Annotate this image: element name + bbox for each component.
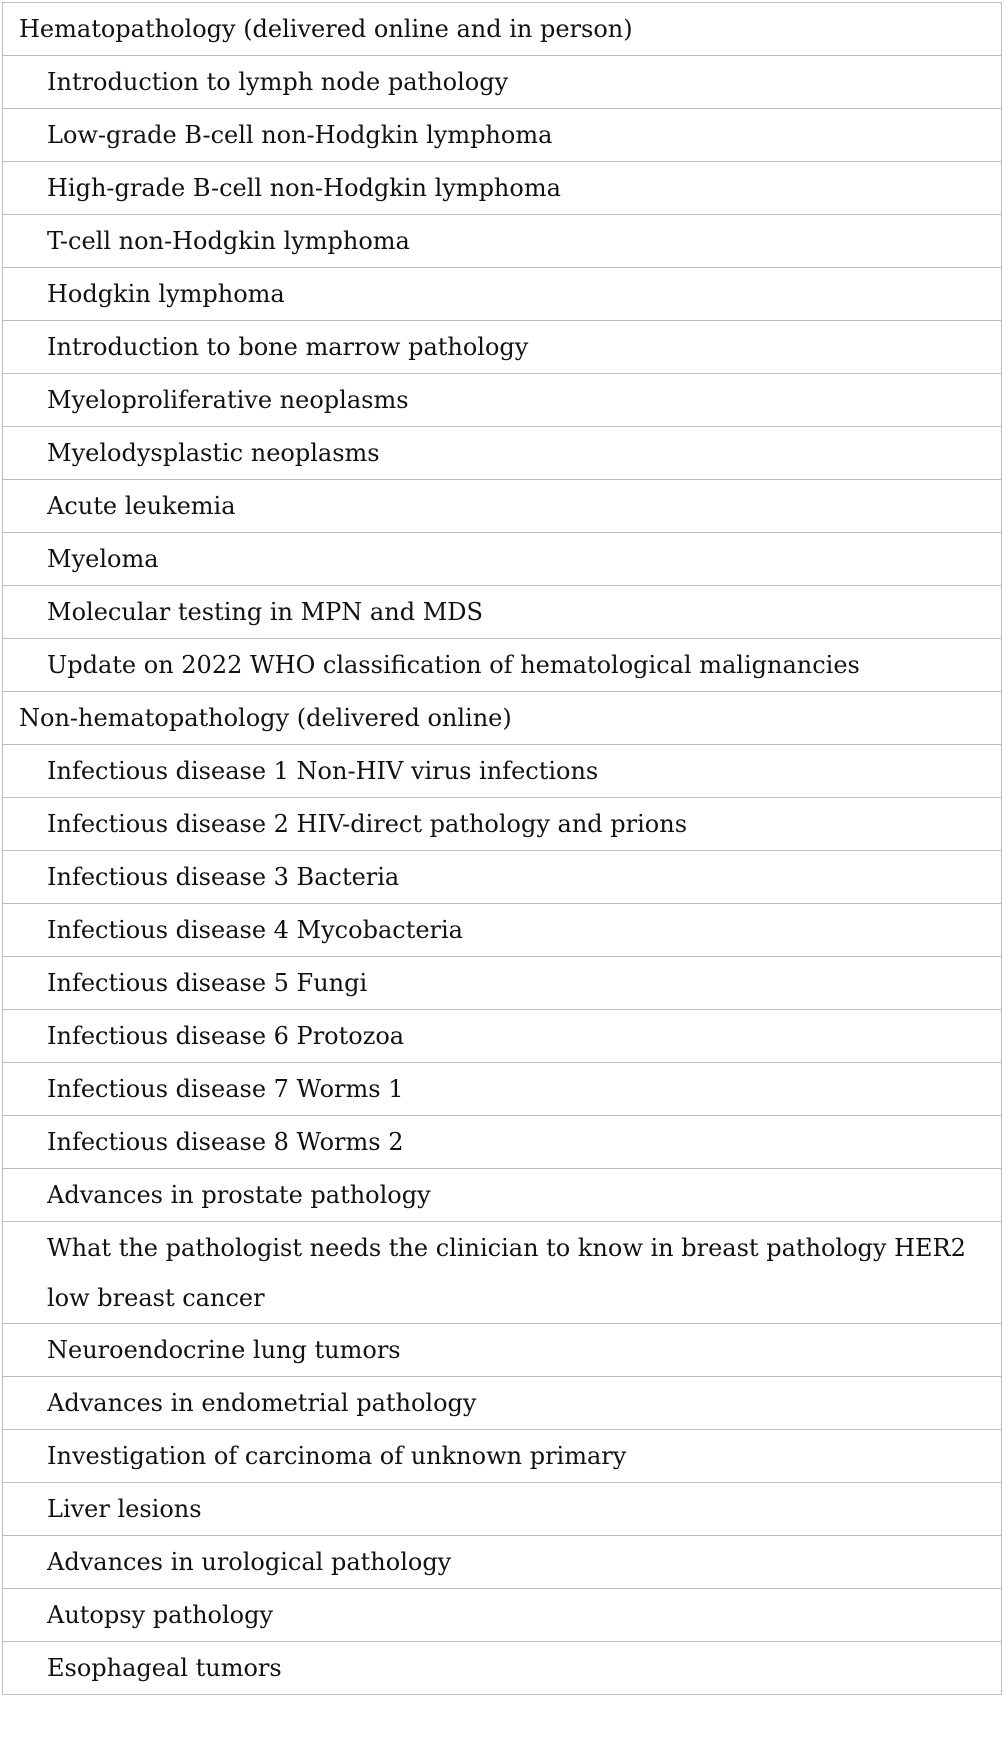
topic-row (3, 1010, 1002, 1063)
topic-row (3, 1324, 1002, 1377)
topic-row (3, 798, 1002, 851)
topic-row (3, 904, 1002, 957)
topic-row (3, 745, 1002, 798)
topic-row (3, 480, 1002, 533)
topic-row (3, 321, 1002, 374)
topic-title: High-grade B-cell non-Hodgkin lymphoma (3, 162, 1002, 215)
topic-title: Myeloma (3, 533, 1002, 586)
topic-title: T-cell non-Hodgkin lymphoma (3, 215, 1002, 268)
topic-row (3, 374, 1002, 427)
section-title: Non-hematopathology (delivered online) (3, 692, 1002, 745)
section-row (3, 692, 1002, 745)
topic-row (3, 1116, 1002, 1169)
topic-row (3, 1169, 1002, 1222)
topic-row (3, 586, 1002, 639)
topic-title: Infectious disease 5 Fungi (3, 957, 1002, 1010)
topic-title: Investigation of carcinoma of unknown primary (3, 1430, 1002, 1483)
topic-title: Introduction to bone marrow pathology (3, 321, 1002, 374)
topic-title: Liver lesions (3, 1483, 1002, 1536)
topic-title: Hodgkin lymphoma (3, 268, 1002, 321)
topic-row (3, 1063, 1002, 1116)
topic-row (3, 56, 1002, 109)
topics-table-body (3, 3, 1002, 1695)
topic-row (3, 1536, 1002, 1589)
section-title: Hematopathology (delivered online and in person) (3, 3, 1002, 56)
topic-row (3, 533, 1002, 586)
topic-row (3, 1430, 1002, 1483)
topic-row (3, 1642, 1002, 1695)
topic-row (3, 957, 1002, 1010)
topic-row (3, 851, 1002, 904)
topic-row (3, 1589, 1002, 1642)
topic-row (3, 109, 1002, 162)
topic-title: Molecular testing in MPN and MDS (3, 586, 1002, 639)
topic-row (3, 215, 1002, 268)
topic-title: Low-grade B-cell non-Hodgkin lymphoma (3, 109, 1002, 162)
topic-row (3, 639, 1002, 692)
topic-title: Infectious disease 3 Bacteria (3, 851, 1002, 904)
topic-title: Update on 2022 WHO classification of hematological malignancies (3, 639, 1002, 692)
topic-title: Infectious disease 4 Mycobacteria (3, 904, 1002, 957)
topic-row (3, 1222, 1002, 1324)
topics-table (2, 2, 1002, 1695)
topic-row (3, 427, 1002, 480)
topic-title: Myeloproliferative neoplasms (3, 374, 1002, 427)
topic-title: Infectious disease 1 Non-HIV virus infections (3, 745, 1002, 798)
topic-title: Advances in endometrial pathology (3, 1377, 1002, 1430)
section-row (3, 3, 1002, 56)
topic-row (3, 1377, 1002, 1430)
topic-title: Infectious disease 2 HIV-direct pathology and prions (3, 798, 1002, 851)
topic-title: Infectious disease 7 Worms 1 (3, 1063, 1002, 1116)
topic-title: Myelodysplastic neoplasms (3, 427, 1002, 480)
topic-title: Neuroendocrine lung tumors (3, 1324, 1002, 1377)
topic-row (3, 268, 1002, 321)
topic-title: Introduction to lymph node pathology (3, 56, 1002, 109)
topic-title: Esophageal tumors (3, 1642, 1002, 1695)
topic-title: Advances in urological pathology (3, 1536, 1002, 1589)
topic-title: Autopsy pathology (3, 1589, 1002, 1642)
topic-title: Infectious disease 6 Protozoa (3, 1010, 1002, 1063)
topic-title: Infectious disease 8 Worms 2 (3, 1116, 1002, 1169)
topic-title: What the pathologist needs the clinician to know in breast pathology HER2 low breast cancer (3, 1222, 1002, 1324)
topic-row (3, 162, 1002, 215)
topic-row (3, 1483, 1002, 1536)
topic-title: Acute leukemia (3, 480, 1002, 533)
topic-title: Advances in prostate pathology (3, 1169, 1002, 1222)
